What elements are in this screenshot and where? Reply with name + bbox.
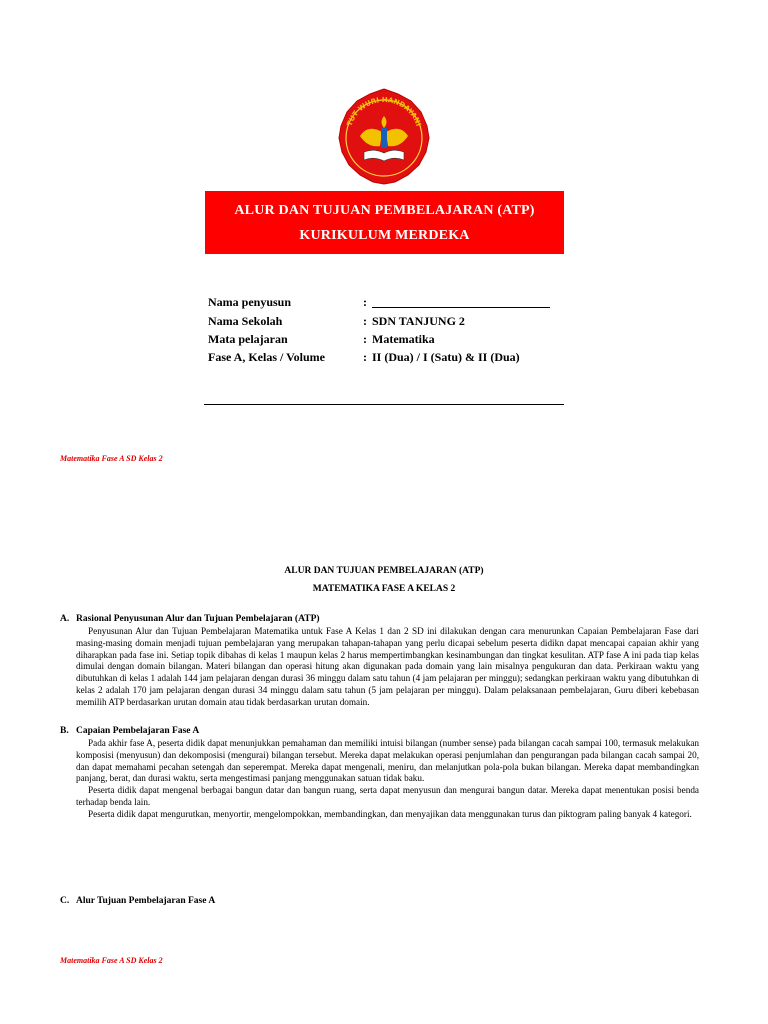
tut-wuri-handayani-logo: [334, 86, 434, 186]
paragraph: Penyusunan Alur dan Tujuan Pembelajaran Matematika untuk Fase A Kelas 1 dan 2 SD ini dilakukan dengan cara menurunkan Capaian Pembelajaran Fase dari masing-masing domain menjadi tujuan pembelajaran yang merupakan tahapan-tahapan yang perlu dicapai sebelum peserta didikn dapat mencapai capaian akhir yang diharapkan pada fase ini. Setiap topik dibahas di kelas 1 maupun kelas 2 harus mempertimbangkan kesinambungan dan tingkat kesulitan. ATP fase A ini pada tiap kelas dimulai dengan domain bilangan. Materi bilangan dan operasi hitung akan digunakan pada domain yang lain misalnya pengukuran dan data. Perkiraan waktu yang dibutuhkan di kelas 1 adalah 144 jam pelajaran dengan durasi 36 minggu dalam satu tahun (4 jam pelajaran per minggu); sedangkan perkiraan waktu yang dibutuhkan di kelas 2 adalah 170 jam pelajaran dengan durasi 34 minggu dalam satu tahun (5 jam pelajaran per minggu). Dalam pelaksanaan pembelajaran, Guru diberi kebebasan memilih ATP berdasarkan urutan domain atau tidak berdasarkan urutan domain.: [76, 626, 699, 707]
field-colon: :: [363, 314, 367, 328]
banner-subtitle: KURIKULUM MERDEKA: [299, 228, 470, 243]
field-colon: :: [363, 332, 367, 346]
section-letter: A.: [60, 614, 70, 624]
field-value: Matematika: [372, 332, 435, 346]
field-label: Nama Sekolah: [208, 314, 283, 328]
section-title: Rasional Penyusunan Alur dan Tujuan Pembelajaran (ATP): [76, 614, 320, 624]
section-a-heading: [60, 614, 320, 624]
document-title: ALUR DAN TUJUAN PEMBELAJARAN (ATP): [284, 566, 484, 576]
title-banner: [205, 191, 564, 254]
page-footer: Matematika Fase A SD Kelas 2: [60, 956, 163, 965]
field-colon: :: [363, 295, 367, 309]
page-footer: Matematika Fase A SD Kelas 2: [60, 454, 163, 463]
section-letter: C.: [60, 896, 70, 906]
banner-title: ALUR DAN TUJUAN PEMBELAJARAN (ATP): [234, 203, 535, 218]
divider: [204, 404, 564, 405]
field-nama-penyusun: [208, 295, 568, 311]
field-value: II (Dua) / I (Satu) & II (Dua): [372, 350, 520, 364]
field-mata-pelajaran: [208, 332, 568, 348]
document-subtitle: MATEMATIKA FASE A KELAS 2: [312, 584, 456, 594]
section-b-heading: [60, 726, 199, 736]
field-value: SDN TANJUNG 2: [372, 314, 465, 328]
section-c-heading: [60, 896, 215, 906]
logo-motto-text: TUT WURI HANDAYANI: [345, 95, 423, 128]
field-nama-sekolah: [208, 314, 568, 330]
field-label: Nama penyusun: [208, 295, 292, 309]
section-b-body: [76, 738, 699, 821]
section-title: Capaian Pembelajaran Fase A: [76, 726, 200, 736]
paragraph: Peserta didik dapat mengenal berbagai bangun datar dan bangun ruang, serta dapat menyusun dan mengurai bangun datar. Mereka dapat menentukan posisi benda terhadap benda lain.: [76, 785, 699, 807]
section-a-body: [76, 626, 699, 709]
fill-in-line: [372, 307, 550, 308]
field-label: Mata pelajaran: [208, 332, 288, 346]
field-colon: :: [363, 350, 367, 364]
section-letter: B.: [60, 726, 69, 736]
field-fase-kelas-volume: [208, 350, 568, 366]
paragraph: Peserta didik dapat mengurutkan, menyortir, mengelompokkan, membandingkan, dan menyajikan data menggunakan turus dan piktogram paling banyak 4 kategori.: [88, 808, 692, 819]
section-title: Alur Tujuan Pembelajaran Fase A: [76, 896, 216, 906]
paragraph: Pada akhir fase A, peserta didik dapat menunjukkan pemahaman dan memiliki intuisi bilangan (number sense) pada bilangan cacah sampai 100, termasuk melakukan komposisi (menyusun) dan dekomposisi (mengurai) bilangan tersebut. Mereka dapat melakukan operasi penjumlahan dan pengurangan pada bilangan cacah sampai 20, dan dapat memahami pecahan setengah dan seperempat. Mereka dapat mengenali, meniru, dan melanjutkan pola-pola bukan bilangan. Mereka dapat membandingkan panjang, berat, dan durasi waktu, serta mengestimasi panjang menggunakan satuan tidak baku.: [76, 738, 699, 784]
field-label: Fase A, Kelas / Volume: [208, 350, 326, 364]
